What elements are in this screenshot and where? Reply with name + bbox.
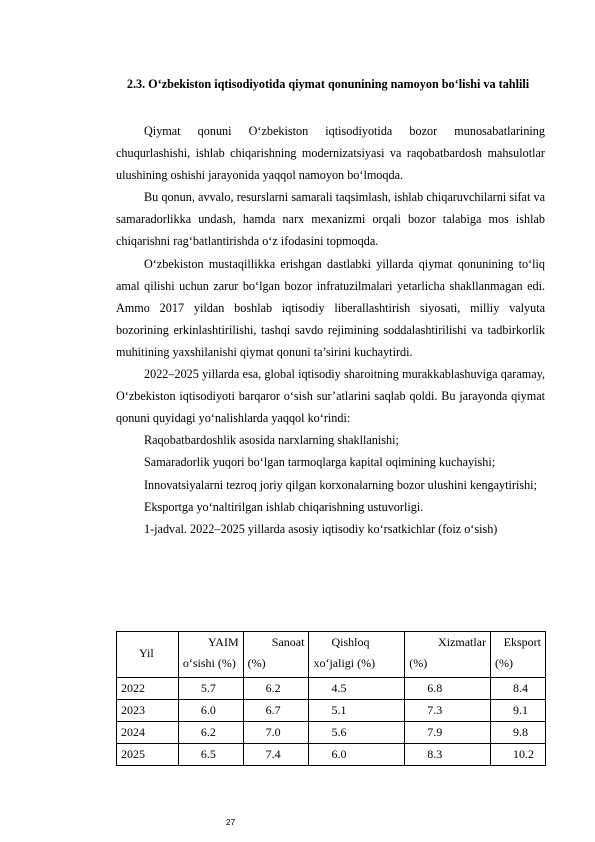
header-agriculture: Qishloq xo‘jaligi (%)	[309, 632, 405, 678]
cell-export: 9.1	[491, 700, 546, 722]
cell-export: 8.4	[491, 678, 546, 700]
cell-gdp: 5.7	[178, 678, 243, 700]
table-row	[117, 744, 546, 766]
list-item-3: Innovatsiyalarni tezroq joriy qilgan korxonalarning bozor ulushini kengaytirishi;	[144, 477, 537, 492]
cell-agriculture: 5.1	[309, 700, 405, 722]
cell-industry: 7.0	[243, 722, 309, 744]
cell-agriculture: 6.0	[309, 744, 405, 766]
list-item-1: Raqobatbardoshlik asosida narxlarning shakllanishi;	[144, 433, 399, 448]
cell-industry: 7.4	[243, 744, 309, 766]
cell-gdp: 6.2	[178, 722, 243, 744]
header-gdp: YAIM o‘sishi (%)	[178, 632, 243, 678]
cell-gdp: 6.0	[178, 700, 243, 722]
header-industry: Sanoat (%)	[243, 632, 309, 678]
list-item-4: Eksportga yo‘naltirilgan ishlab chiqarishning ustuvorligi.	[144, 499, 424, 514]
cell-export: 9.8	[491, 722, 546, 744]
cell-industry: 6.2	[243, 678, 309, 700]
cell-services: 7.3	[405, 700, 491, 722]
indicators-table	[116, 631, 546, 766]
cell-services: 6.8	[405, 678, 491, 700]
paragraph-4: 2022–2025 yillarda esa, global iqtisodiy sharoitning murakkablashuviga qaramay, O‘zbekiston iqtisodiyoti barqaror o‘sish sur’atlarini saqlab qoldi. Bu jarayonda qiymat qonuni quyidagi yo‘nalishlarda yaqqol ko‘rindi:	[116, 367, 545, 426]
paragraph-1: Qiymat qonuni O‘zbekiston iqtisodiyotida bozor munosabatlarining chuqurlashishi, ishlab chiqarishning modernizatsiyasi va raqobatbardosh mahsulotlar ulushining oshishi jarayonida yaqqol namoyon bo‘lmoqda.	[116, 124, 545, 183]
cell-export: 10.2	[491, 744, 546, 766]
cell-industry: 6.7	[243, 700, 309, 722]
table-row	[117, 722, 546, 744]
cell-year: 2025	[117, 744, 179, 766]
page-number	[0, 817, 595, 827]
table-header-row	[117, 632, 546, 678]
cell-services: 7.9	[405, 722, 491, 744]
header-export: Eksport (%)	[491, 632, 546, 678]
cell-gdp: 6.5	[178, 744, 243, 766]
cell-year: 2022	[117, 678, 179, 700]
table-row	[117, 678, 546, 700]
paragraph-2: Bu qonun, avvalo, resurslarni samarali taqsimlash, ishlab chiqaruvchilarni sifat va samaradorlikka undash, hamda narx mexanizmi orqali bozor talabiga mos ishlab chiqarishni rag‘batlantirishda o‘z ifodasini topmoqda.	[116, 190, 545, 249]
header-year: Yil	[117, 632, 179, 678]
cell-services: 8.3	[405, 744, 491, 766]
table-caption: 1-jadval. 2022–2025 yillarda asosiy iqtisodiy ko‘rsatkichlar (foiz o‘sish)	[144, 521, 498, 536]
body-text	[116, 120, 545, 540]
cell-agriculture: 4.5	[309, 678, 405, 700]
paragraph-3: O‘zbekiston mustaqillikka erishgan dastlabki yillarda qiymat qonunining to‘liq amal qilishi uchun zarur bo‘lgan bozor infratuzilmalari yetarlicha shakllanmagan edi. Ammo 2017 yildan boshlab iqtisodiy liberallashtirish siyosati, milliy valyuta bozorining erkinlashtirilishi, tashqi savdo rejimining soddalashtirilishi va tadbirkorlik muhitining yaxshilanishi qiymat qonuni ta’sirini kuchaytirdi.	[116, 256, 545, 359]
cell-year: 2024	[117, 722, 179, 744]
list-item-2: Samaradorlik yuqori bo‘lgan tarmoqlarga kapital oqimining kuchayishi;	[144, 455, 496, 470]
header-services: Xizmatlar (%)	[405, 632, 491, 678]
cell-year: 2023	[117, 700, 179, 722]
cell-agriculture: 5.6	[309, 722, 405, 744]
section-heading: 2.3. O‘zbekiston iqtisodiyotida qiymat qonunining namoyon bo‘lishi va tahlili	[126, 77, 530, 91]
table-row	[117, 700, 546, 722]
page-number-text: 27	[225, 817, 236, 827]
